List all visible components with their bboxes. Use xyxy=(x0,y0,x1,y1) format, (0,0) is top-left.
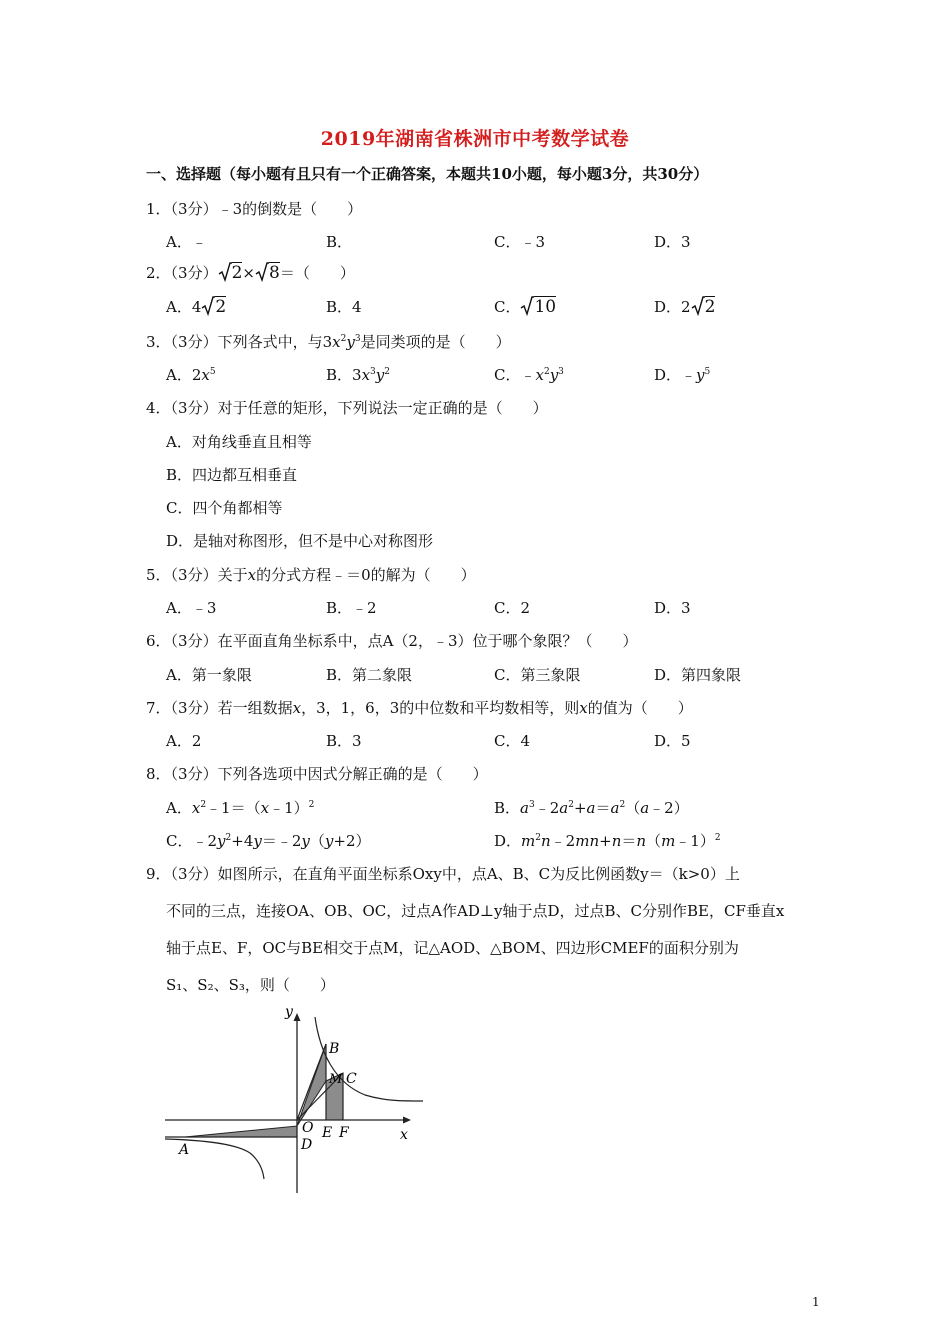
q1-option-a: A．﹣ xyxy=(166,233,207,251)
q6-option-b: B．第二象限 xyxy=(326,666,413,684)
page-number: 1 xyxy=(812,1295,820,1309)
label-x: x xyxy=(400,1127,408,1143)
question-5-options xyxy=(166,597,826,619)
q1-option-b: B． xyxy=(326,233,353,251)
q7-option-d: D．5 xyxy=(654,732,691,750)
label-y: y xyxy=(285,1004,293,1020)
q6-option-d: D．第四象限 xyxy=(654,666,742,684)
question-6-options xyxy=(166,664,826,686)
question-4: 4．（3分）对于任意的矩形，下列说法一定正确的是（ ） xyxy=(146,399,548,417)
question-2-options xyxy=(166,296,826,318)
question-8: 8．（3分）下列各选项中因式分解正确的是（ ） xyxy=(146,765,488,783)
question-1-options xyxy=(166,231,826,253)
q8-option-a: A．$x^2﹣1=(x﹣1)^2$ xyxy=(166,799,315,817)
label-m: M xyxy=(329,1072,343,1087)
q3-option-c: C．$﹣x^2y^3$ xyxy=(494,366,564,384)
question-3-options xyxy=(166,364,826,386)
coordinate-figure xyxy=(165,1003,425,1202)
q4-option-d: D．是轴对称图形，但不是中心对称图形 xyxy=(166,532,434,550)
question-1: 1．（3分）﹣3的倒数是（ ） xyxy=(146,200,363,218)
question-2: 2．（3分） 2× 8＝（ ） xyxy=(146,262,355,286)
q4-option-c: C．四个角都相等 xyxy=(166,499,283,517)
sqrt-symbol xyxy=(255,262,269,286)
question-3: 3．（3分）下列各式中，与$3x^2y^3$是同类项的是（ ） xyxy=(146,333,511,351)
q3-option-d: D．$﹣y^5$ xyxy=(654,366,711,384)
question-7: 7．（3分）若一组数据x，3，1，6，3的中位数和平均数相等，则x的值为（ ） xyxy=(146,699,693,717)
question-7-options xyxy=(166,730,826,752)
question-9-line-4: S₁、S₂、S₃，则（ ） xyxy=(166,976,335,994)
question-9-line-3: 轴于点E、F，OC与BE相交于点M，记△AOD、△BOM、四边形CMEF的面积分别为 xyxy=(166,939,739,957)
q7-option-a: A．2 xyxy=(166,732,202,750)
label-a: A xyxy=(179,1142,190,1158)
q1-option-d: D．3 xyxy=(654,233,691,251)
y-axis-arrow xyxy=(294,1013,301,1021)
q2-option-a: A．4 2 xyxy=(166,297,227,317)
triangle-aod xyxy=(185,1126,297,1137)
q4-option-b: B．四边都互相垂直 xyxy=(166,466,298,484)
label-o: O xyxy=(302,1120,314,1136)
label-d: D xyxy=(301,1137,313,1153)
q2-option-b: B．4 xyxy=(326,298,362,316)
q4-option-a: A．对角线垂直且相等 xyxy=(166,433,312,451)
q8-option-c: C．$﹣2y^2+4y=﹣2y(y+2)$ xyxy=(166,832,371,850)
q5-option-d: D．3 xyxy=(654,599,691,617)
question-8-options-row2 xyxy=(166,830,826,852)
question-8-options-row1 xyxy=(166,797,826,819)
q2-option-d: D．2 2 xyxy=(654,297,716,317)
question-9-line-2: 不同的三点，连接OA、OB、OC，过点A作AD⊥y轴于点D，过点B、C分别作BE，CF垂直x xyxy=(166,902,785,920)
q3-option-b: B．$3x^3y^2$ xyxy=(326,366,390,384)
question-9-line-1: 9．（3分）如图所示，在直角平面坐标系Oxy中，点A、B、C为反比例函数y＝（k>0）上 xyxy=(146,865,740,883)
label-e: E xyxy=(322,1125,333,1141)
label-b: B xyxy=(329,1041,340,1057)
question-5: 5．（3分）关于x的分式方程﹣＝0的解为（ ） xyxy=(146,566,476,584)
page-title: 2019年湖南省株洲市中考数学试卷 xyxy=(320,128,630,150)
q1-option-c: C．﹣3 xyxy=(494,233,546,251)
q6-option-a: A．第一象限 xyxy=(166,666,252,684)
q8-option-b: B．$a^3﹣2a^2+a=a^2(a﹣2)$ xyxy=(494,799,689,817)
q5-option-a: A．﹣3 xyxy=(166,599,217,617)
q7-option-b: B．3 xyxy=(326,732,362,750)
hyperbola-diagram xyxy=(165,1003,425,1198)
q3-option-a: A．$2x^5$ xyxy=(166,366,216,384)
x-axis-arrow xyxy=(403,1117,411,1124)
sqrt-symbol xyxy=(218,262,232,286)
q7-option-c: C．4 xyxy=(494,732,531,750)
q8-option-d: D．$m^2n﹣2mn+n=n(m﹣1)^2$ xyxy=(494,832,721,850)
label-c: C xyxy=(346,1071,357,1087)
section-heading: 一、选择题（每小题有且只有一个正确答案，本题共10小题，每小题3分，共30分） xyxy=(146,165,709,183)
q5-option-c: C．2 xyxy=(494,599,531,617)
q6-option-c: C．第三象限 xyxy=(494,666,581,684)
question-6: 6．（3分）在平面直角坐标系中，点A（2，﹣3）位于哪个象限？（ ） xyxy=(146,632,638,650)
q2-option-c: C． 10 xyxy=(494,297,557,317)
q5-option-b: B．﹣2 xyxy=(326,599,377,617)
label-f: F xyxy=(339,1125,349,1141)
